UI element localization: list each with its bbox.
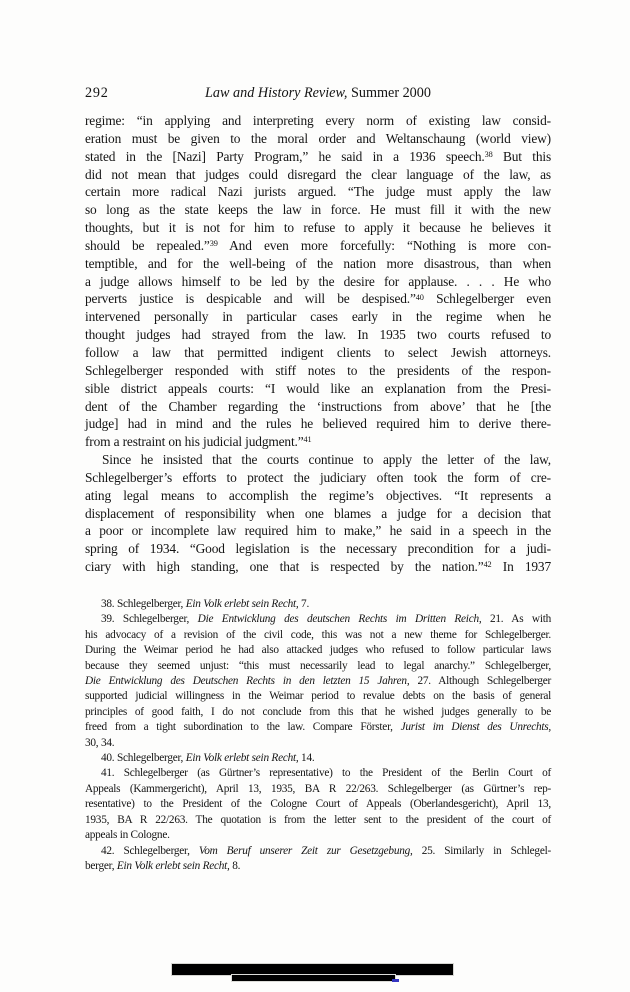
text-line: 42. Schlegelberger, Vom Beruf unserer Zeit zur Gesetzgebung, 25. Similarly in Schlegel- xyxy=(101,844,551,857)
text-line: should be repealed.”$^{39}$ And even more forcefully: “Nothing is more con- xyxy=(85,237,552,253)
footnote xyxy=(85,766,551,843)
text-line: 38. Schlegelberger, Ein Volk erlebt sein Recht, 7. xyxy=(101,598,310,610)
body-text xyxy=(85,112,551,576)
text-line: appeals in Cologne. xyxy=(85,829,170,842)
text-line: judge] had in mind and the rules he believed required him to derive there- xyxy=(85,416,551,432)
page-header xyxy=(85,85,551,104)
page-number: 292 xyxy=(85,85,109,101)
text-line: from a restraint on his judicial judgment.”$^{41}$ xyxy=(85,434,312,450)
footnote xyxy=(85,844,551,875)
text-line: displacement of responsibility when one blames a judge for a decision that xyxy=(85,505,551,521)
text-line: 41. Schlegelberger (as Gürtner’s representative) to the President of the Berlin Court of xyxy=(101,767,551,780)
text-line: berger, Ein Volk erlebt sein Recht, 8. xyxy=(85,859,241,872)
issue-label: Summer 2000 xyxy=(347,85,431,101)
text-line: Die Entwicklung des Deutschen Rechts in den letzten 15 Jahren, 27. Although Schlegelberger xyxy=(85,675,551,688)
text-line: 1935, BA R 22/263. The quotation is from the letter sent to the president of the court of xyxy=(85,813,551,826)
paragraph xyxy=(85,112,551,451)
text-line: certain more radical Nazi jurists argued. “The judge must apply the law xyxy=(85,184,551,200)
text-line: dent of the Chamber regarding the ‘instructions from above’ that he [the xyxy=(85,398,551,414)
text-line: stated in the [Nazi] Party Program,” he said in a 1936 speech.$^{38}$ But this xyxy=(85,148,552,164)
text-line: his advocacy of a revision of the civil code, this was not a new theme for Schlegelberger. xyxy=(85,628,551,641)
text-line: follow a law that permitted indigent clients to select Jewish attorneys. xyxy=(85,344,551,360)
text-line: because they seemed unjust: “this must necessarily lead to legal anarchy.” Schlegelberger, xyxy=(85,659,551,672)
text-line: supported judicial willingness in the Weimar period to revalue debts on the basis of general xyxy=(85,690,551,703)
redaction-ink-mark xyxy=(392,979,399,982)
text-line: thoughts, but it is not for him to refuse to apply it because he believes it xyxy=(85,220,551,236)
text-line: principles of good faith, I do not conclude from this that he wished judges generally to be xyxy=(85,705,551,718)
text-line: regime: “in applying and interpreting every norm of existing law consid- xyxy=(85,113,551,128)
text-line: 30, 34. xyxy=(85,736,115,749)
text-line: 40. Schlegelberger, Ein Volk erlebt sein Recht, 14. xyxy=(101,752,315,765)
text-line: a judge allows himself to be led by the desire for applause. . . . He who xyxy=(85,273,551,289)
text-line: ciary with high standing, one that is respected by the nation.”$^{42}$ In 1937 xyxy=(85,559,551,575)
running-title xyxy=(85,85,551,102)
footnote xyxy=(85,597,551,612)
text-line: spring of 1934. “Good legislation is the necessary precondition for a judi- xyxy=(85,541,551,557)
text-line: resentative) to the President of the Cologne Court of Appeals (Oberlandesgericht), April 13, xyxy=(85,798,551,811)
text-line: sible district appeals courts: “I would like an explanation from the Presi- xyxy=(85,380,551,396)
footnotes-section xyxy=(85,597,551,874)
text-line: temptible, and for the well-being of the nation more disastrous, than when xyxy=(85,255,551,271)
text-line: a poor or incomplete law required him to make,” he said in a speech in the xyxy=(85,523,551,539)
text-line: freed from a tight subordination to the law. Compare Förster, Jurist im Dienst des Unrechts, xyxy=(85,721,551,734)
text-line: perverts justice is despicable and will be despised.”$^{40}$ Schlegelberger even xyxy=(85,291,551,307)
footnote-reference: 41 xyxy=(303,435,312,445)
text-line: thought judges had strayed from the law. In 1935 two courts refused to xyxy=(85,327,551,343)
text-line: Schlegelberger responded with stiff notes to the presidents of the respon- xyxy=(85,362,551,378)
text-line: ating legal means to accomplish the regime’s objectives. “It represents a xyxy=(85,487,551,503)
text-line: Schlegelberger’s efforts to protect the judiciary often took the form of cre- xyxy=(85,469,551,485)
text-line: 39. Schlegelberger, Die Entwicklung des deutschen Rechts im Dritten Reich, 21. As with xyxy=(101,613,552,626)
text-line: Since he insisted that the courts continue to apply the letter of the law, xyxy=(102,452,551,468)
text-line: Appeals (Kammergericht), April 13, 1935, BA R 22/263. Schlegelberger (as Gürtner’s rep- xyxy=(85,782,551,795)
footnote xyxy=(85,612,551,751)
text-line: During the Weimar period he had also attacked judges who refused to follow particular laws xyxy=(85,644,551,657)
footnote-reference: 39 xyxy=(209,239,218,249)
footnote xyxy=(85,751,551,766)
journal-name: Law and History Review, xyxy=(205,85,348,101)
footnote-reference: 42 xyxy=(483,560,492,570)
redaction-bar-top xyxy=(172,964,453,975)
text-line: eration must be given to the moral order and Weltanschaung (world view) xyxy=(85,130,551,146)
text-line: did not mean that judges could disregard the clear language of the law, as xyxy=(85,166,551,182)
footnote-reference: 38 xyxy=(484,149,493,159)
text-line: so long as the state keeps the law in force. He must fill it with the new xyxy=(85,202,551,218)
footnote-reference: 40 xyxy=(415,292,424,302)
paragraph xyxy=(85,451,551,576)
text-line: intervened personally in particular cases early in the regime when he xyxy=(85,309,551,325)
redaction-bar-bottom xyxy=(232,975,395,981)
